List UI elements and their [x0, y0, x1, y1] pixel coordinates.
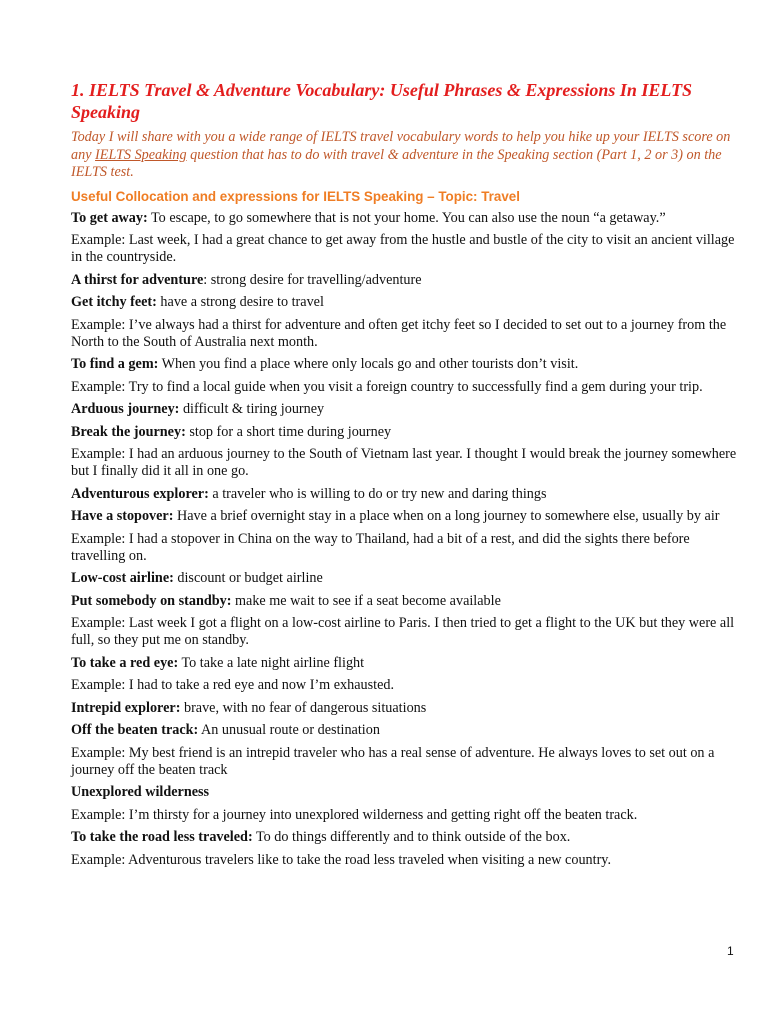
vocabulary-definition: discount or budget airline	[173, 570, 323, 586]
example-sentence: Example: Last week I got a flight on a low-cost airline to Paris. I then tried to get a flight to the UK but they were all full, so they put me on standby.	[71, 615, 735, 648]
vocabulary-term: Low-cost airline:	[71, 570, 174, 586]
vocabulary-term: Intrepid explorer:	[71, 699, 181, 716]
vocabulary-term: To find a gem:	[71, 356, 159, 372]
vocabulary-entry	[71, 593, 739, 610]
vocabulary-definition: To take a late night airline flight	[178, 654, 365, 671]
example-sentence: Example: Last week, I had a great chance to get away from the hustle and bustle of the city to visit an ancient village in the countryside.	[71, 232, 735, 265]
vocabulary-entry	[71, 655, 739, 672]
example-sentence: Example: My best friend is an intrepid traveler who has a real sense of adventure. He always loves to set out on a journey off the beaten track	[71, 744, 715, 778]
vocabulary-term: Get itchy feet:	[71, 294, 157, 310]
section-subheading: Useful Collocation and expressions for IELTS Speaking – Topic: Travel	[71, 188, 520, 204]
vocabulary-term: Break the journey:	[71, 423, 186, 440]
vocabulary-list	[71, 210, 739, 869]
vocabulary-definition: Have a brief overnight stay in a place when on a long journey to somewhere else, usually by air	[173, 508, 720, 524]
vocabulary-entry	[71, 722, 739, 739]
vocabulary-term: To take a red eye:	[71, 654, 179, 671]
example-sentence: Example: Adventurous travelers like to take the road less traveled when visiting a new country.	[71, 851, 612, 868]
vocabulary-definition: have a strong desire to travel	[156, 294, 324, 310]
vocabulary-definition: To escape, to go somewhere that is not your home. You can also use the noun “a getaway.”	[147, 209, 666, 226]
vocabulary-definition: When you find a place where only locals go and other tourists don’t visit.	[158, 356, 579, 372]
vocabulary-term: Unexplored wilderness	[71, 784, 210, 800]
vocabulary-entry	[71, 294, 739, 311]
vocabulary-entry	[71, 700, 739, 717]
vocabulary-definition: To do things differently and to think outside of the box.	[252, 829, 571, 845]
vocabulary-entry	[71, 210, 739, 227]
vocabulary-term: To get away:	[71, 209, 148, 226]
intro-paragraph	[71, 129, 739, 182]
example-sentence: Example: I’ve always had a thirst for adventure and often get itchy feet so I decided to set out to a journey from the North to the South of Australia next month.	[71, 316, 727, 350]
intro-text-before-link: Today I will share with you a wide range of IELTS travel vocabulary words to help you hike up your IELTS score on any	[71, 129, 731, 163]
page-title: 1. IELTS Travel & Adventure Vocabulary: Useful Phrases & Expressions In IELTS Speaking	[71, 80, 693, 122]
vocabulary-term: To take the road less traveled:	[71, 829, 253, 845]
example-sentence: Example: Try to find a local guide when you visit a foreign country to successfully find a gem during your trip.	[71, 378, 703, 395]
document-content	[71, 79, 739, 874]
example-sentence: Example: I had to take a red eye and now I’m exhausted.	[71, 677, 395, 693]
vocabulary-term: Adventurous explorer:	[71, 485, 209, 502]
vocabulary-definition: An unusual route or destination	[198, 722, 380, 738]
vocabulary-entry	[71, 424, 739, 441]
intro-text-after-link: question that has to do with travel & adventure in the Speaking section (Part 1, 2 or 3) on the IELTS test.	[71, 146, 722, 180]
vocabulary-entry	[71, 829, 739, 846]
example-sentence: Example: I had an arduous journey to the South of Vietnam last year. I thought I would break the journey somewhere but I finally did it all in one go.	[71, 446, 737, 479]
vocabulary-term: Off the beaten track:	[71, 722, 199, 738]
vocabulary-definition: stop for a short time during journey	[185, 423, 392, 440]
vocabulary-term: Have a stopover:	[71, 508, 174, 524]
vocabulary-definition: a traveler who is willing to do or try new and daring things	[208, 485, 547, 502]
ielts-speaking-link[interactable]: IELTS Speaking	[95, 146, 187, 163]
example-sentence: Example: I’m thirsty for a journey into unexplored wilderness and getting right off the beaten track.	[71, 806, 638, 823]
vocabulary-entry	[71, 486, 739, 503]
vocabulary-entry	[71, 272, 739, 289]
vocabulary-definition: : strong desire for travelling/adventure	[203, 271, 422, 288]
vocabulary-definition: difficult & tiring journey	[179, 401, 325, 417]
vocabulary-definition: brave, with no fear of dangerous situations	[180, 699, 427, 716]
vocabulary-entry	[71, 401, 739, 418]
vocabulary-entry	[71, 356, 739, 373]
vocabulary-entry	[71, 508, 739, 525]
vocabulary-entry	[71, 570, 739, 587]
vocabulary-definition: make me wait to see if a seat become available	[231, 592, 501, 609]
vocabulary-term: Arduous journey:	[71, 401, 180, 417]
vocabulary-term: Put somebody on standby:	[71, 592, 232, 609]
vocabulary-term: A thirst for adventure	[71, 271, 204, 288]
page-number: 1	[727, 944, 734, 958]
vocabulary-entry	[71, 784, 739, 801]
example-sentence: Example: I had a stopover in China on the way to Thailand, had a bit of a rest, and did the sights there before travelling on.	[71, 530, 690, 564]
